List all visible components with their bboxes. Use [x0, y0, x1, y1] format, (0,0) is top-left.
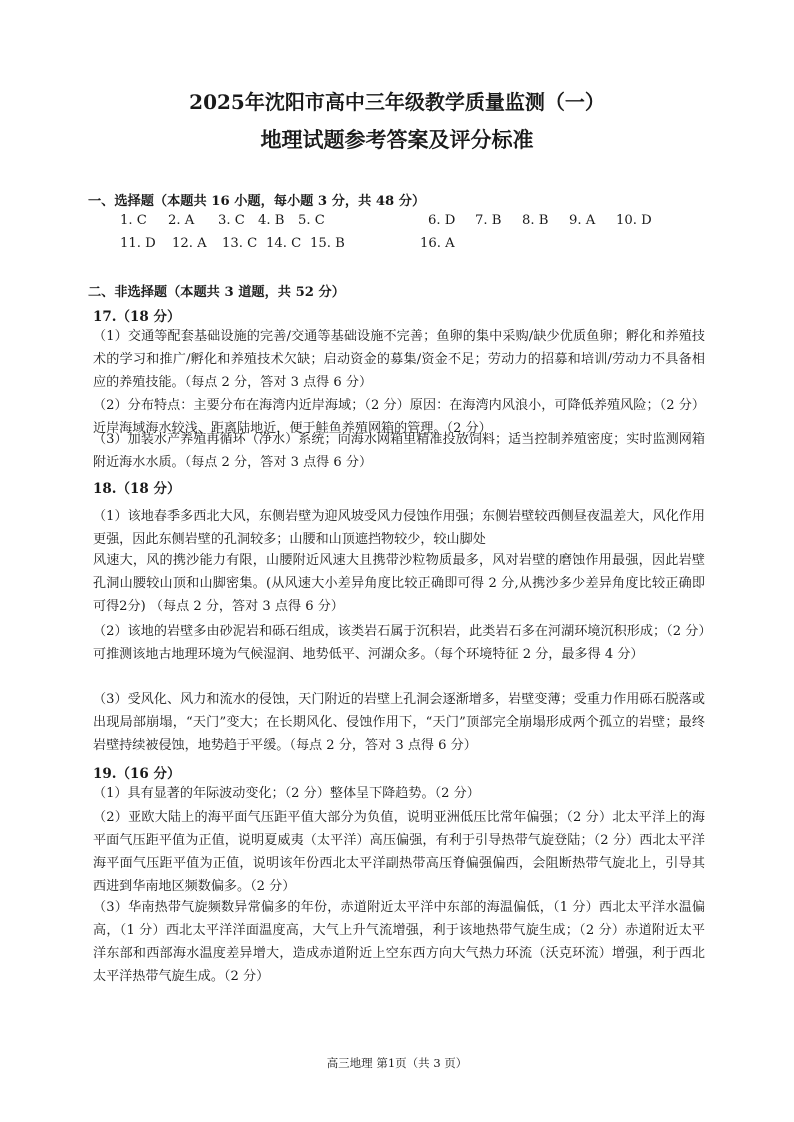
question-18-part-3: （3）受风化、风力和流水的侵蚀，天门附近的岩壁上孔洞会逐渐增多，岩壁变薄；受重力作用砾石脱落或出现局部崩塌，“天门”变大；在长期风化、侵蚀作用下，“天门”顶部完全崩塌形成两个孤立的岩壁；最终岩壁持续被侵蚀，地势趋于平缓。（每点 2 分，答对 3 点得 6 分） — [93, 692, 705, 753]
answer-item: 13. C — [222, 236, 258, 251]
section-multiple-choice-heading: 一、选择题（本题共 16 小题，每小题 3 分，共 48 分） — [88, 194, 426, 209]
answer-item: 11. D — [120, 236, 156, 251]
answer-item: 1. C — [120, 213, 147, 228]
question-19-part-2: （2）亚欧大陆上的海平面气压距平值大部分为负值，说明亚洲低压比常年偏强；（2 分）北太平洋上的海平面气压距平值为正值，说明夏威夷（太平洋）高压偏强，有利于引导热带气旋登陆；（2 分）西北太平洋海平面气压距平值为正值，说明该年份西北太平洋副热带高压脊偏强偏西，会阻断热带气旋北上，引导其西进到华南地区频数偏多。（2 分） — [93, 810, 705, 894]
answer-item: 5. C — [298, 213, 325, 228]
question-18-heading: 18.（18 分） — [93, 481, 181, 497]
section-free-response-heading: 二、非选择题（本题共 3 道题，共 52 分） — [88, 285, 345, 300]
answer-item: 8. B — [522, 213, 549, 228]
question-18-part-2: （2）该地的岩壁多由砂泥岩和砾石组成，该类岩石属于沉积岩，此类岩石多在河湖环境沉积形成；（2 分）可推测该地古地理环境为气候湿润、地势低平、河湖众多。（每个环境特征 2 分，最多得 4 分） — [93, 624, 705, 662]
answer-item: 15. B — [310, 236, 345, 251]
answer-item: 2. A — [168, 213, 195, 228]
question-17-part-1: （1）交通等配套基础设施的完善/交通等基础设施不完善；鱼卵的集中采购/缺少优质鱼卵；孵化和养殖技术的学习和推广/孵化和养殖技术欠缺；启动资金的募集/资金不足；劳动力的招募和培训/劳动力不具备相应的养殖技能。（每点 2 分，答对 3 点得 6 分） — [93, 329, 705, 390]
page-title: 2025年沈阳市高中三年级教学质量监测（一） — [189, 90, 605, 114]
question-19-heading: 19.（16 分） — [93, 766, 181, 782]
answer-item: 4. B — [258, 213, 285, 228]
answer-item: 10. D — [616, 213, 652, 228]
answer-row-2 — [120, 236, 470, 251]
question-18-part-1b: 风速大，风的携沙能力有限，山腰附近风速大且携带沙粒物质最多，风对岩壁的磨蚀作用最强，因此岩壁孔洞山腰较山顶和山脚密集。(从风速大小差异角度比较正确即可得 2 分,从携沙多少差异角度比较正确即可得2分) （每点 2 分，答对 3 点得 6 分） — [93, 553, 705, 614]
page-subtitle: 地理试题参考答案及评分标准 — [260, 127, 534, 152]
question-17-part-2: （2）分布特点：主要分布在海湾内近岸海域；（2 分）原因：在海湾内风浪小，可降低养殖风险；（2 分）近岸海域海水较浅、距离陆地近，便于鲑鱼养殖网箱的管理。（2 分） — [93, 398, 705, 436]
question-18-part-1a: （1）该地春季多西北大风，东侧岩壁为迎风坡受风力侵蚀作用强；东侧岩壁较西侧昼夜温差大，风化作用更强，因此东侧岩壁的孔洞较多；山腰和山顶遮挡物较少，较山脚处 — [93, 509, 705, 547]
answer-row-1 — [120, 213, 666, 228]
question-19-part-3: （3）华南热带气旋频数异常偏多的年份，赤道附近太平洋中东部的海温偏低，（1 分）西北太平洋水温偏高，（1 分）西北太平洋洋面温度高，大气上升气流增强，利于该地热带气旋生成；（2 分）赤道附近太平洋东部和西部海水温度差异增大，造成赤道附近上空东西方向大气热力环流（沃克环流）增强，利于西北太平洋热带气旋生成。（2 分） — [93, 900, 705, 984]
question-19-part-1: （1）具有显著的年际波动变化；（2 分）整体呈下降趋势。（2 分） — [93, 786, 480, 801]
page-footer: 高三地理 第1页（共 3 页） — [326, 1056, 468, 1070]
answer-item: 6. D — [428, 213, 456, 228]
answer-item: 9. A — [569, 213, 596, 228]
answer-item: 7. B — [475, 213, 502, 228]
answer-item: 3. C — [218, 213, 245, 228]
question-17-part-3: （3）加装水产养殖再循环（净水）系统；向海水网箱里精准投放饲料；适当控制养殖密度；实时监测网箱附近海水水质。（每点 2 分，答对 3 点得 6 分） — [93, 432, 705, 470]
answer-item: 12. A — [172, 236, 207, 251]
question-17-heading: 17.（18 分） — [93, 309, 181, 325]
answer-item: 14. C — [266, 236, 302, 251]
answer-item: 16. A — [420, 236, 455, 251]
